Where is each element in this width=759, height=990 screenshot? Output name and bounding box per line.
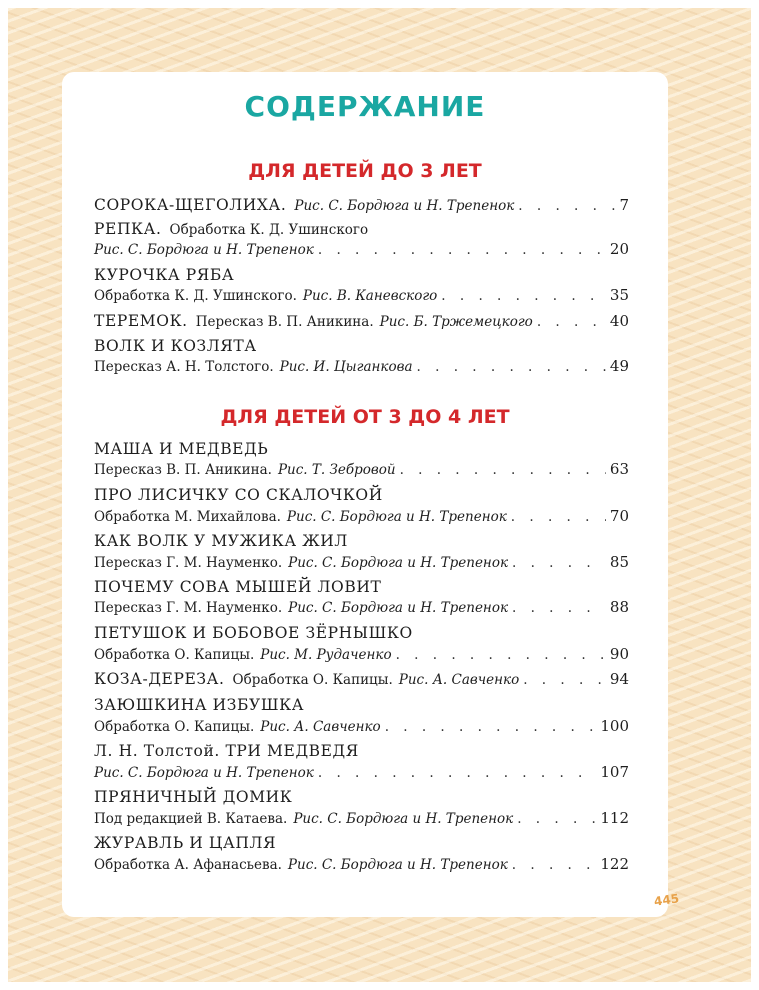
story-title: КУРОЧКА РЯБА bbox=[94, 266, 235, 284]
page-number: 445 bbox=[653, 891, 680, 909]
toc-entry-kurochka[interactable] bbox=[94, 266, 629, 288]
page-title: СОДЕРЖАНИЕ bbox=[244, 90, 486, 123]
section-heading-3-to-4: ДЛЯ ДЕТЕЙ ОТ 3 ДО 4 ЛЕТ bbox=[220, 406, 510, 428]
toc-entry-zayushkina[interactable] bbox=[94, 696, 629, 718]
toc-entry-tri-medvedya-credits bbox=[94, 763, 629, 785]
toc-entry-zhuravl-credits bbox=[94, 855, 629, 877]
illustrator: Рис. Б. Тржемецкого bbox=[379, 314, 533, 330]
toc-entry-pryanichny-domik-credits bbox=[94, 809, 629, 831]
story-title: Л. Н. Толстой. ТРИ МЕДВЕДЯ bbox=[94, 742, 359, 760]
story-title: РЕПКА. bbox=[94, 220, 162, 238]
illustrator: Рис. А. Савченко bbox=[260, 719, 381, 735]
toc-entry-tri-medvedya[interactable] bbox=[94, 742, 629, 764]
illustrator: Рис. И. Цыганкова bbox=[279, 359, 413, 375]
toc-entry-sova[interactable] bbox=[94, 578, 629, 600]
page-ref: 107 bbox=[600, 763, 629, 781]
story-title: ТЕРЕМОК. bbox=[94, 312, 188, 330]
toc-entry-masha[interactable] bbox=[94, 440, 629, 462]
leader-dots bbox=[385, 719, 597, 735]
story-title: ПОЧЕМУ СОВА МЫШЕЙ ЛОВИТ bbox=[94, 578, 382, 596]
illustrator: Рис. М. Рудаченко bbox=[260, 647, 392, 663]
illustrator: Рис. В. Каневского bbox=[302, 288, 438, 304]
adaptation-note: Обработка А. Афанасьева. bbox=[94, 857, 282, 873]
adaptation-note: Пересказ А. Н. Толстого. bbox=[94, 359, 274, 375]
story-title: ПРЯНИЧНЫЙ ДОМИК bbox=[94, 788, 293, 806]
leader-dots bbox=[518, 198, 615, 214]
toc-entry-koza-dereza[interactable] bbox=[94, 670, 629, 692]
toc-entry-volk-kozlyata-credits bbox=[94, 357, 629, 379]
page-ref: 35 bbox=[609, 286, 629, 304]
illustrator: Рис. С. Бордюга и Н. Трепенок bbox=[288, 600, 509, 616]
toc-entry-petushok-credits bbox=[94, 645, 629, 667]
toc-entry-lisichka-credits bbox=[94, 507, 629, 529]
page-ref: 94 bbox=[609, 670, 629, 688]
toc-entry-volk-kozlyata[interactable] bbox=[94, 337, 629, 359]
toc-entry-kurochka-credits bbox=[94, 286, 629, 308]
adaptation-note: Пересказ Г. М. Науменко. bbox=[94, 555, 283, 571]
adaptation-note: Пересказ Г. М. Науменко. bbox=[94, 600, 283, 616]
leader-dots bbox=[512, 555, 606, 571]
toc-entry-masha-credits bbox=[94, 460, 629, 482]
toc-entry-zhuravl[interactable] bbox=[94, 834, 629, 856]
adaptation-note: Обработка О. Капицы. bbox=[232, 672, 393, 688]
story-title: КАК ВОЛК У МУЖИКА ЖИЛ bbox=[94, 532, 348, 550]
story-title: ПЕТУШОК И БОБОВОЕ ЗЁРНЫШКО bbox=[94, 624, 413, 642]
page-ref: 100 bbox=[600, 717, 629, 735]
adaptation-note: Обработка О. Капицы. bbox=[94, 719, 255, 735]
page-ref: 88 bbox=[609, 598, 629, 616]
adaptation-note: Обработка О. Капицы. bbox=[94, 647, 255, 663]
page-ref: 49 bbox=[609, 357, 629, 375]
page-ref: 7 bbox=[619, 196, 629, 214]
leader-dots bbox=[318, 765, 596, 781]
page-ref: 70 bbox=[609, 507, 629, 525]
illustrator: Рис. С. Бордюга и Н. Трепенок bbox=[94, 242, 314, 258]
adaptation-note: Обработка К. Д. Ушинского. bbox=[94, 288, 297, 304]
illustrator: Рис. А. Савченко bbox=[398, 672, 520, 688]
page-ref: 90 bbox=[609, 645, 629, 663]
leader-dots bbox=[441, 288, 606, 304]
story-title: КОЗА-ДЕРЕЗА. bbox=[94, 670, 225, 688]
leader-dots bbox=[396, 647, 606, 663]
adaptation-note: Обработка К. Д. Ушинского bbox=[169, 222, 369, 238]
story-title: ЖУРАВЛЬ И ЦАПЛЯ bbox=[94, 834, 277, 852]
toc-entry-kak-volk[interactable] bbox=[94, 532, 629, 554]
leader-dots bbox=[400, 462, 606, 478]
leader-dots bbox=[512, 600, 606, 616]
toc-entry-kak-volk-credits bbox=[94, 553, 629, 575]
story-title: ПРО ЛИСИЧКУ СО СКАЛОЧКОЙ bbox=[94, 486, 383, 504]
toc-entry-zayushkina-credits bbox=[94, 717, 629, 739]
page-ref: 20 bbox=[609, 240, 629, 258]
toc-entry-repka-credits bbox=[94, 240, 629, 262]
story-title: СОРОКА-ЩЕГОЛИХА. bbox=[94, 196, 287, 214]
toc-entry-repka[interactable] bbox=[94, 220, 629, 242]
leader-dots bbox=[511, 509, 606, 525]
page-ref: 63 bbox=[609, 460, 629, 478]
story-title: ВОЛК И КОЗЛЯТА bbox=[94, 337, 257, 355]
page-ref: 122 bbox=[600, 855, 629, 873]
leader-dots bbox=[318, 242, 606, 258]
adaptation-note: Под редакцией В. Катаева. bbox=[94, 811, 288, 827]
leader-dots bbox=[512, 857, 597, 873]
toc-entry-teremok[interactable] bbox=[94, 312, 629, 334]
toc-entry-petushok[interactable] bbox=[94, 624, 629, 646]
leader-dots bbox=[417, 359, 606, 375]
illustrator: Рис. С. Бордюга и Н. Трепенок bbox=[288, 555, 509, 571]
illustrator: Рис. Т. Зебровой bbox=[277, 462, 396, 478]
page-ref: 85 bbox=[609, 553, 629, 571]
adaptation-note: Обработка М. Михайлова. bbox=[94, 509, 281, 525]
illustrator: Рис. С. Бордюга и Н. Трепенок bbox=[94, 765, 314, 781]
story-title: ЗАЮШКИНА ИЗБУШКА bbox=[94, 696, 305, 714]
toc-entry-lisichka[interactable] bbox=[94, 486, 629, 508]
section-heading-under-3: ДЛЯ ДЕТЕЙ ДО 3 ЛЕТ bbox=[248, 160, 482, 182]
leader-dots bbox=[517, 811, 596, 827]
toc-entry-soroka[interactable] bbox=[94, 196, 629, 218]
leader-dots bbox=[537, 314, 606, 330]
toc-entry-pryanichny-domik[interactable] bbox=[94, 788, 629, 810]
page-ref: 40 bbox=[609, 312, 629, 330]
story-title: МАША И МЕДВЕДЬ bbox=[94, 440, 269, 458]
toc-entry-sova-credits bbox=[94, 598, 629, 620]
adaptation-note: Пересказ В. П. Аникина. bbox=[94, 462, 272, 478]
illustrator: Рис. С. Бордюга и Н. Трепенок bbox=[293, 811, 514, 827]
illustrator: Рис. С. Бордюга и Н. Трепенок bbox=[286, 509, 507, 525]
page-ref: 112 bbox=[600, 809, 629, 827]
leader-dots bbox=[523, 672, 606, 688]
contents-panel bbox=[62, 72, 668, 917]
illustrator: Рис. С. Бордюга и Н. Трепенок bbox=[287, 857, 508, 873]
illustrator: Рис. С. Бордюга и Н. Трепенок bbox=[294, 198, 515, 214]
adaptation-note: Пересказ В. П. Аникина. bbox=[195, 314, 374, 330]
